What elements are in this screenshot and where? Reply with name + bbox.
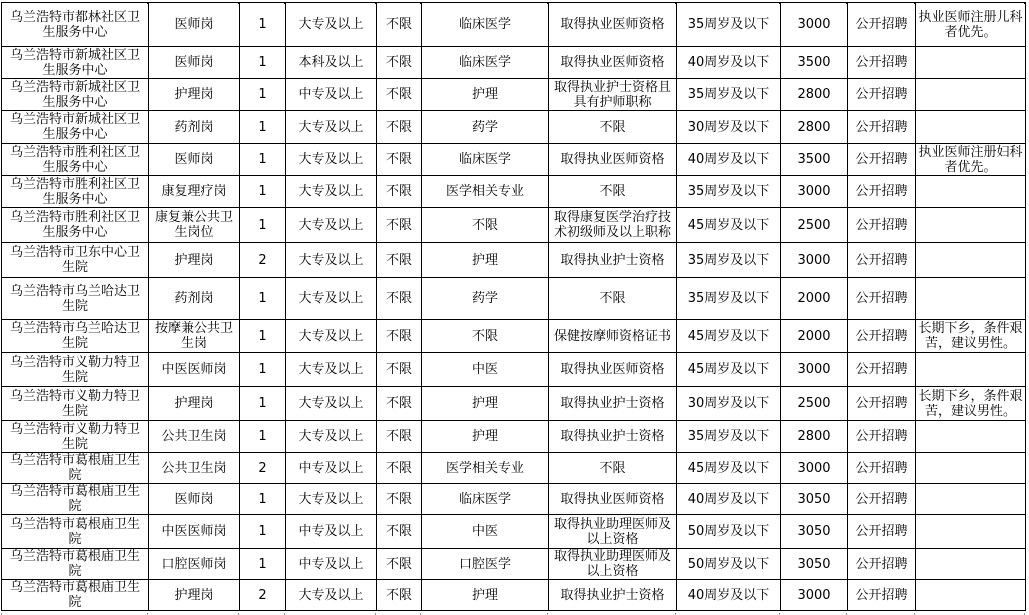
cell-qualification: 取得执业医师资格 xyxy=(549,3,677,47)
cell-headcount: 1 xyxy=(240,111,286,144)
cell-note xyxy=(916,421,1026,453)
cell-major: 护理 xyxy=(422,580,549,611)
cell-major: 中医 xyxy=(422,515,549,549)
cell-education: 大专及以上 xyxy=(286,278,377,320)
cell-note xyxy=(916,515,1026,549)
cell-limit: 不限 xyxy=(377,453,422,484)
cell-note: 执业医师注册儿科者优先。 xyxy=(916,3,1026,47)
cell-note xyxy=(916,79,1026,111)
cell-education: 中专及以上 xyxy=(286,549,377,580)
cell-salary: 3000 xyxy=(781,243,848,278)
cell-headcount: 1 xyxy=(240,144,286,176)
cell-major: 不限 xyxy=(422,208,549,243)
cell-recruit-method: 公开招聘 xyxy=(848,79,916,111)
cell-limit: 不限 xyxy=(377,47,422,79)
cell-age-limit: 35周岁及以下 xyxy=(677,79,781,111)
cell-note: 长期下乡，条件艰苦，建议男性。 xyxy=(916,387,1026,421)
cell-limit: 不限 xyxy=(377,278,422,320)
cell-qualification: 取得执业医师资格 xyxy=(549,484,677,515)
cell-post-name: 医师岗 xyxy=(149,484,240,515)
cell-major: 药学 xyxy=(422,278,549,320)
cell-headcount: 1 xyxy=(240,484,286,515)
cell-age-limit: 50周岁及以下 xyxy=(677,515,781,549)
cell-org-name: 乌兰浩特市义勒力特卫生院 xyxy=(2,421,149,453)
cell-headcount: 1 xyxy=(240,353,286,387)
table-body xyxy=(2,3,1026,611)
cell-salary: 2800 xyxy=(781,111,848,144)
cell-major: 临床医学 xyxy=(422,484,549,515)
cell-note: 执业医师注册妇科者优先。 xyxy=(916,144,1026,176)
table-row xyxy=(2,111,1026,144)
cell-headcount: 1 xyxy=(240,47,286,79)
cell-qualification: 不限 xyxy=(549,278,677,320)
cell-post-name: 公共卫生岗 xyxy=(149,453,240,484)
cell-post-name: 康复兼公共卫生岗位 xyxy=(149,208,240,243)
cell-recruit-method: 公开招聘 xyxy=(848,580,916,611)
cell-recruit-method: 公开招聘 xyxy=(848,549,916,580)
cell-limit: 不限 xyxy=(377,387,422,421)
table-row xyxy=(2,453,1026,484)
cell-education: 大专及以上 xyxy=(286,176,377,208)
cell-qualification: 不限 xyxy=(549,453,677,484)
cell-salary: 2800 xyxy=(781,79,848,111)
cell-education: 中专及以上 xyxy=(286,515,377,549)
cell-post-name: 护理岗 xyxy=(149,243,240,278)
cell-limit: 不限 xyxy=(377,421,422,453)
cell-org-name: 乌兰浩特市葛根庙卫生院 xyxy=(2,484,149,515)
cell-post-name: 护理岗 xyxy=(149,79,240,111)
cell-org-name: 乌兰浩特市新城社区卫生服务中心 xyxy=(2,111,149,144)
cell-recruit-method: 公开招聘 xyxy=(848,421,916,453)
cell-recruit-method: 公开招聘 xyxy=(848,320,916,353)
cell-major: 不限 xyxy=(422,320,549,353)
cell-note xyxy=(916,47,1026,79)
cell-major: 临床医学 xyxy=(422,144,549,176)
cell-education: 中专及以上 xyxy=(286,453,377,484)
cell-org-name: 乌兰浩特市葛根庙卫生院 xyxy=(2,549,149,580)
cell-org-name: 乌兰浩特市葛根庙卫生院 xyxy=(2,515,149,549)
cell-education: 大专及以上 xyxy=(286,484,377,515)
cell-recruit-method: 公开招聘 xyxy=(848,243,916,278)
cell-headcount: 1 xyxy=(240,515,286,549)
cell-headcount: 1 xyxy=(240,79,286,111)
cell-limit: 不限 xyxy=(377,111,422,144)
cell-limit: 不限 xyxy=(377,243,422,278)
cell-recruit-method: 公开招聘 xyxy=(848,176,916,208)
cell-post-name: 医师岗 xyxy=(149,47,240,79)
cell-qualification: 不限 xyxy=(549,176,677,208)
cell-education: 大专及以上 xyxy=(286,353,377,387)
cell-education: 大专及以上 xyxy=(286,320,377,353)
cell-limit: 不限 xyxy=(377,549,422,580)
cell-salary: 3000 xyxy=(781,176,848,208)
cell-post-name: 公共卫生岗 xyxy=(149,421,240,453)
cell-age-limit: 40周岁及以下 xyxy=(677,580,781,611)
table-row xyxy=(2,208,1026,243)
cell-post-name: 康复理疗岗 xyxy=(149,176,240,208)
cell-age-limit: 30周岁及以下 xyxy=(677,387,781,421)
cell-qualification: 不限 xyxy=(549,111,677,144)
cell-major: 医学相关专业 xyxy=(422,176,549,208)
cell-org-name: 乌兰浩特市义勒力特卫生院 xyxy=(2,387,149,421)
cell-major: 护理 xyxy=(422,243,549,278)
cell-note xyxy=(916,243,1026,278)
cell-limit: 不限 xyxy=(377,3,422,47)
cell-headcount: 2 xyxy=(240,580,286,611)
cell-qualification: 取得执业护士资格 xyxy=(549,580,677,611)
cell-org-name: 乌兰浩特市乌兰哈达卫生院 xyxy=(2,278,149,320)
cell-age-limit: 30周岁及以下 xyxy=(677,111,781,144)
cell-salary: 3000 xyxy=(781,453,848,484)
cell-post-name: 药剂岗 xyxy=(149,278,240,320)
cell-qualification: 取得执业助理医师及以上资格 xyxy=(549,549,677,580)
cell-org-name: 乌兰浩特市新城社区卫生服务中心 xyxy=(2,47,149,79)
cell-recruit-method: 公开招聘 xyxy=(848,353,916,387)
cell-org-name: 乌兰浩特市新城社区卫生服务中心 xyxy=(2,79,149,111)
cell-recruit-method: 公开招聘 xyxy=(848,453,916,484)
cell-org-name: 乌兰浩特市葛根庙卫生院 xyxy=(2,453,149,484)
cell-note xyxy=(916,580,1026,611)
cell-limit: 不限 xyxy=(377,144,422,176)
cell-recruit-method: 公开招聘 xyxy=(848,278,916,320)
cell-education: 大专及以上 xyxy=(286,144,377,176)
cell-major: 医学相关专业 xyxy=(422,453,549,484)
cell-org-name: 乌兰浩特市胜利社区卫生服务中心 xyxy=(2,208,149,243)
cell-education: 大专及以上 xyxy=(286,208,377,243)
cell-major: 护理 xyxy=(422,79,549,111)
cell-recruit-method: 公开招聘 xyxy=(848,484,916,515)
cell-limit: 不限 xyxy=(377,580,422,611)
table-row xyxy=(2,243,1026,278)
cell-recruit-method: 公开招聘 xyxy=(848,387,916,421)
table-row xyxy=(2,484,1026,515)
table-row xyxy=(2,580,1026,611)
cell-age-limit: 40周岁及以下 xyxy=(677,47,781,79)
table-row xyxy=(2,47,1026,79)
cell-post-name: 护理岗 xyxy=(149,387,240,421)
cell-salary: 3500 xyxy=(781,144,848,176)
cell-qualification: 取得执业医师资格 xyxy=(549,353,677,387)
cell-recruit-method: 公开招聘 xyxy=(848,47,916,79)
cell-post-name: 药剂岗 xyxy=(149,111,240,144)
cell-education: 本科及以上 xyxy=(286,47,377,79)
cell-major: 护理 xyxy=(422,387,549,421)
cell-org-name: 乌兰浩特市胜利社区卫生服务中心 xyxy=(2,144,149,176)
cell-limit: 不限 xyxy=(377,208,422,243)
cell-limit: 不限 xyxy=(377,176,422,208)
cell-headcount: 1 xyxy=(240,549,286,580)
cell-limit: 不限 xyxy=(377,79,422,111)
cell-org-name: 乌兰浩特市乌兰哈达卫生院 xyxy=(2,320,149,353)
table-row xyxy=(2,79,1026,111)
cell-qualification: 取得执业助理医师及以上资格 xyxy=(549,515,677,549)
cell-org-name: 乌兰浩特市义勒力特卫生院 xyxy=(2,353,149,387)
cell-education: 大专及以上 xyxy=(286,387,377,421)
cell-education: 大专及以上 xyxy=(286,243,377,278)
table-row xyxy=(2,387,1026,421)
cell-org-name: 乌兰浩特市卫东中心卫生院 xyxy=(2,243,149,278)
cell-org-name: 乌兰浩特市葛根庙卫生院 xyxy=(2,580,149,611)
cell-post-name: 中医医师岗 xyxy=(149,353,240,387)
cell-qualification: 保健按摩师资格证书 xyxy=(549,320,677,353)
cell-headcount: 1 xyxy=(240,278,286,320)
cell-org-name: 乌兰浩特市都林社区卫生服务中心 xyxy=(2,3,149,47)
cell-major: 临床医学 xyxy=(422,3,549,47)
cell-note xyxy=(916,484,1026,515)
cell-age-limit: 45周岁及以下 xyxy=(677,320,781,353)
cell-headcount: 2 xyxy=(240,243,286,278)
cell-post-name: 医师岗 xyxy=(149,3,240,47)
cell-age-limit: 50周岁及以下 xyxy=(677,549,781,580)
cell-age-limit: 45周岁及以下 xyxy=(677,353,781,387)
cell-note xyxy=(916,208,1026,243)
cell-limit: 不限 xyxy=(377,515,422,549)
cell-note xyxy=(916,353,1026,387)
cell-salary: 3000 xyxy=(781,580,848,611)
cell-salary: 3000 xyxy=(781,3,848,47)
cell-major: 护理 xyxy=(422,421,549,453)
cell-qualification: 取得执业护士资格且具有护师职称 xyxy=(549,79,677,111)
cell-salary: 2000 xyxy=(781,278,848,320)
cell-note: 长期下乡，条件艰苦，建议男性。 xyxy=(916,320,1026,353)
cell-age-limit: 40周岁及以下 xyxy=(677,484,781,515)
cell-age-limit: 35周岁及以下 xyxy=(677,176,781,208)
cell-salary: 3050 xyxy=(781,549,848,580)
cell-note xyxy=(916,176,1026,208)
cell-headcount: 1 xyxy=(240,421,286,453)
cell-post-name: 口腔医师岗 xyxy=(149,549,240,580)
cell-salary: 3050 xyxy=(781,515,848,549)
table-row xyxy=(2,144,1026,176)
cell-salary: 2500 xyxy=(781,387,848,421)
cell-qualification: 取得执业护士资格 xyxy=(549,243,677,278)
cell-recruit-method: 公开招聘 xyxy=(848,208,916,243)
cell-headcount: 1 xyxy=(240,3,286,47)
table-row xyxy=(2,549,1026,580)
cell-salary: 3500 xyxy=(781,47,848,79)
cell-headcount: 2 xyxy=(240,453,286,484)
cell-qualification: 取得康复医学治疗技术初级师及以上职称 xyxy=(549,208,677,243)
cell-age-limit: 45周岁及以下 xyxy=(677,453,781,484)
cell-note xyxy=(916,111,1026,144)
cell-education: 大专及以上 xyxy=(286,421,377,453)
cell-salary: 2800 xyxy=(781,421,848,453)
cell-qualification: 取得执业医师资格 xyxy=(549,47,677,79)
cell-post-name: 护理岗 xyxy=(149,580,240,611)
cell-salary: 3000 xyxy=(781,353,848,387)
cell-age-limit: 35周岁及以下 xyxy=(677,243,781,278)
cell-recruit-method: 公开招聘 xyxy=(848,111,916,144)
cell-education: 大专及以上 xyxy=(286,111,377,144)
cell-major: 中医 xyxy=(422,353,549,387)
cell-qualification: 取得执业护士资格 xyxy=(549,387,677,421)
cell-headcount: 1 xyxy=(240,320,286,353)
cell-age-limit: 35周岁及以下 xyxy=(677,421,781,453)
cell-salary: 2000 xyxy=(781,320,848,353)
cell-post-name: 中医医师岗 xyxy=(149,515,240,549)
cell-post-name: 按摩兼公共卫生岗 xyxy=(149,320,240,353)
cell-recruit-method: 公开招聘 xyxy=(848,144,916,176)
table-row xyxy=(2,421,1026,453)
cell-major: 药学 xyxy=(422,111,549,144)
cell-age-limit: 35周岁及以下 xyxy=(677,278,781,320)
cell-qualification: 取得执业医师资格 xyxy=(549,144,677,176)
cell-education: 中专及以上 xyxy=(286,79,377,111)
cell-post-name: 医师岗 xyxy=(149,144,240,176)
cell-limit: 不限 xyxy=(377,484,422,515)
cell-recruit-method: 公开招聘 xyxy=(848,515,916,549)
cell-headcount: 1 xyxy=(240,208,286,243)
cell-note xyxy=(916,278,1026,320)
cell-age-limit: 35周岁及以下 xyxy=(677,3,781,47)
table-row xyxy=(2,278,1026,320)
table-row xyxy=(2,176,1026,208)
cell-age-limit: 40周岁及以下 xyxy=(677,144,781,176)
cell-note xyxy=(916,453,1026,484)
recruitment-table xyxy=(1,2,1026,611)
cell-age-limit: 45周岁及以下 xyxy=(677,208,781,243)
cell-major: 口腔医学 xyxy=(422,549,549,580)
table-row xyxy=(2,320,1026,353)
cell-limit: 不限 xyxy=(377,320,422,353)
cell-qualification: 取得执业护士资格 xyxy=(549,421,677,453)
cell-major: 临床医学 xyxy=(422,47,549,79)
cell-headcount: 1 xyxy=(240,387,286,421)
cell-note xyxy=(916,549,1026,580)
cell-salary: 2500 xyxy=(781,208,848,243)
cell-education: 大专及以上 xyxy=(286,580,377,611)
table-row xyxy=(2,353,1026,387)
cell-recruit-method: 公开招聘 xyxy=(848,3,916,47)
cell-headcount: 1 xyxy=(240,176,286,208)
table-row xyxy=(2,3,1026,47)
table-row xyxy=(2,515,1026,549)
cell-limit: 不限 xyxy=(377,353,422,387)
cell-education: 大专及以上 xyxy=(286,3,377,47)
cell-org-name: 乌兰浩特市胜利社区卫生服务中心 xyxy=(2,176,149,208)
cell-salary: 3050 xyxy=(781,484,848,515)
spreadsheet-screenshot xyxy=(0,2,1029,615)
